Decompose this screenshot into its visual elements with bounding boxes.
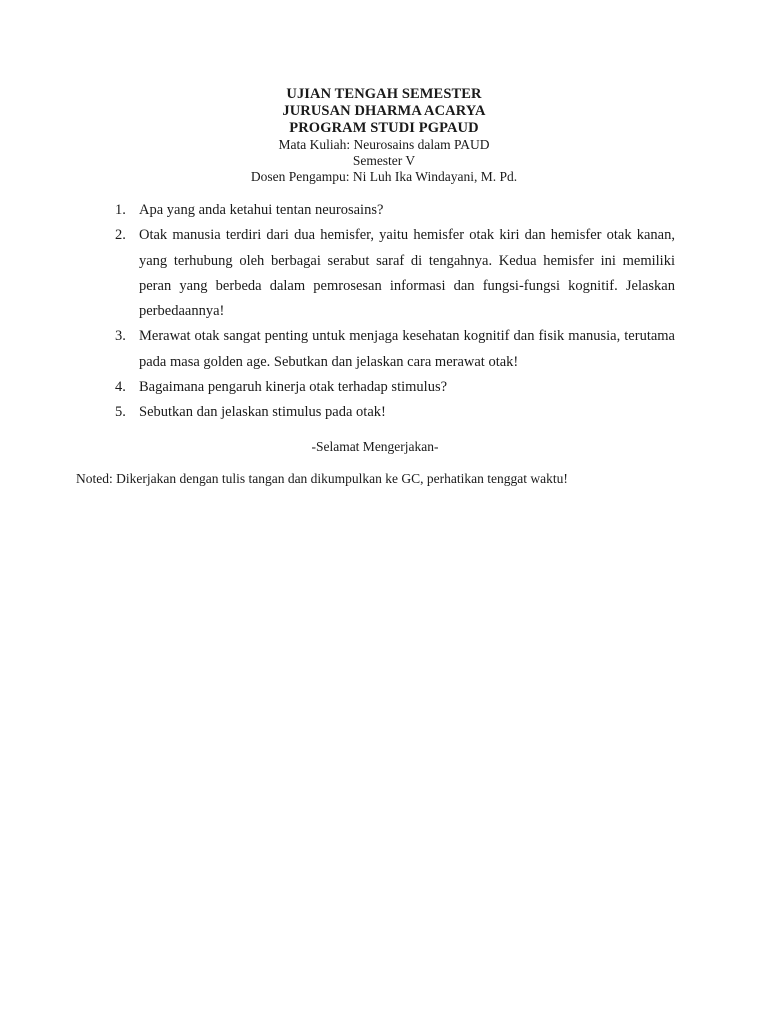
question-item [110,223,675,324]
question-text: Otak manusia terdiri dari dua hemisfer, yaitu hemisfer otak kiri dan hemisfer otak kanan, yang terhubung oleh berbagai serabut saraf di tengahnya. Kedua hemisfer ini memiliki peran yang berbeda dalam pemrosesan informasi dan fungsi-fungsi kognitif. Jelaskan perbedaannya! [139,227,675,320]
question-number: 2. [115,227,126,244]
submission-note: Noted: Dikerjakan dengan tulis tangan dan dikumpulkan ke GC, perhatikan tenggat waktu! [76,471,568,486]
question-text: Sebutkan dan jelaskan stimulus pada otak! [139,404,386,421]
question-item [110,375,675,400]
semester-label: Semester V [352,153,416,168]
question-item [110,400,675,425]
lecturer-name: Dosen Pengampu: Ni Luh Ika Windayani, M. Pd. [250,169,518,184]
department-title: JURUSAN DHARMA ACARYA [282,103,486,119]
question-list [110,198,675,426]
study-program-title: PROGRAM STUDI PGPAUD [289,120,479,136]
question-text: Bagaimana pengaruh kinerja otak terhadap stimulus? [139,379,448,396]
question-text: Merawat otak sangat penting untuk menjaga kesehatan kognitif dan fisik manusia, terutama pada masa golden age. Sebutkan dan jelaskan cara merawat otak! [139,328,675,370]
question-number: 4. [115,379,126,396]
closing-message: -Selamat Mengerjakan- [311,439,439,454]
exam-header [0,86,768,185]
question-number: 5. [115,404,126,421]
exam-title: UJIAN TENGAH SEMESTER [286,86,482,102]
question-text: Apa yang anda ketahui tentan neurosains? [139,202,384,218]
question-number: 3. [115,328,126,345]
question-number: 1. [115,202,126,218]
question-item [110,198,675,223]
course-name: Mata Kuliah: Neurosains dalam PAUD [278,137,490,152]
question-item [110,324,675,375]
